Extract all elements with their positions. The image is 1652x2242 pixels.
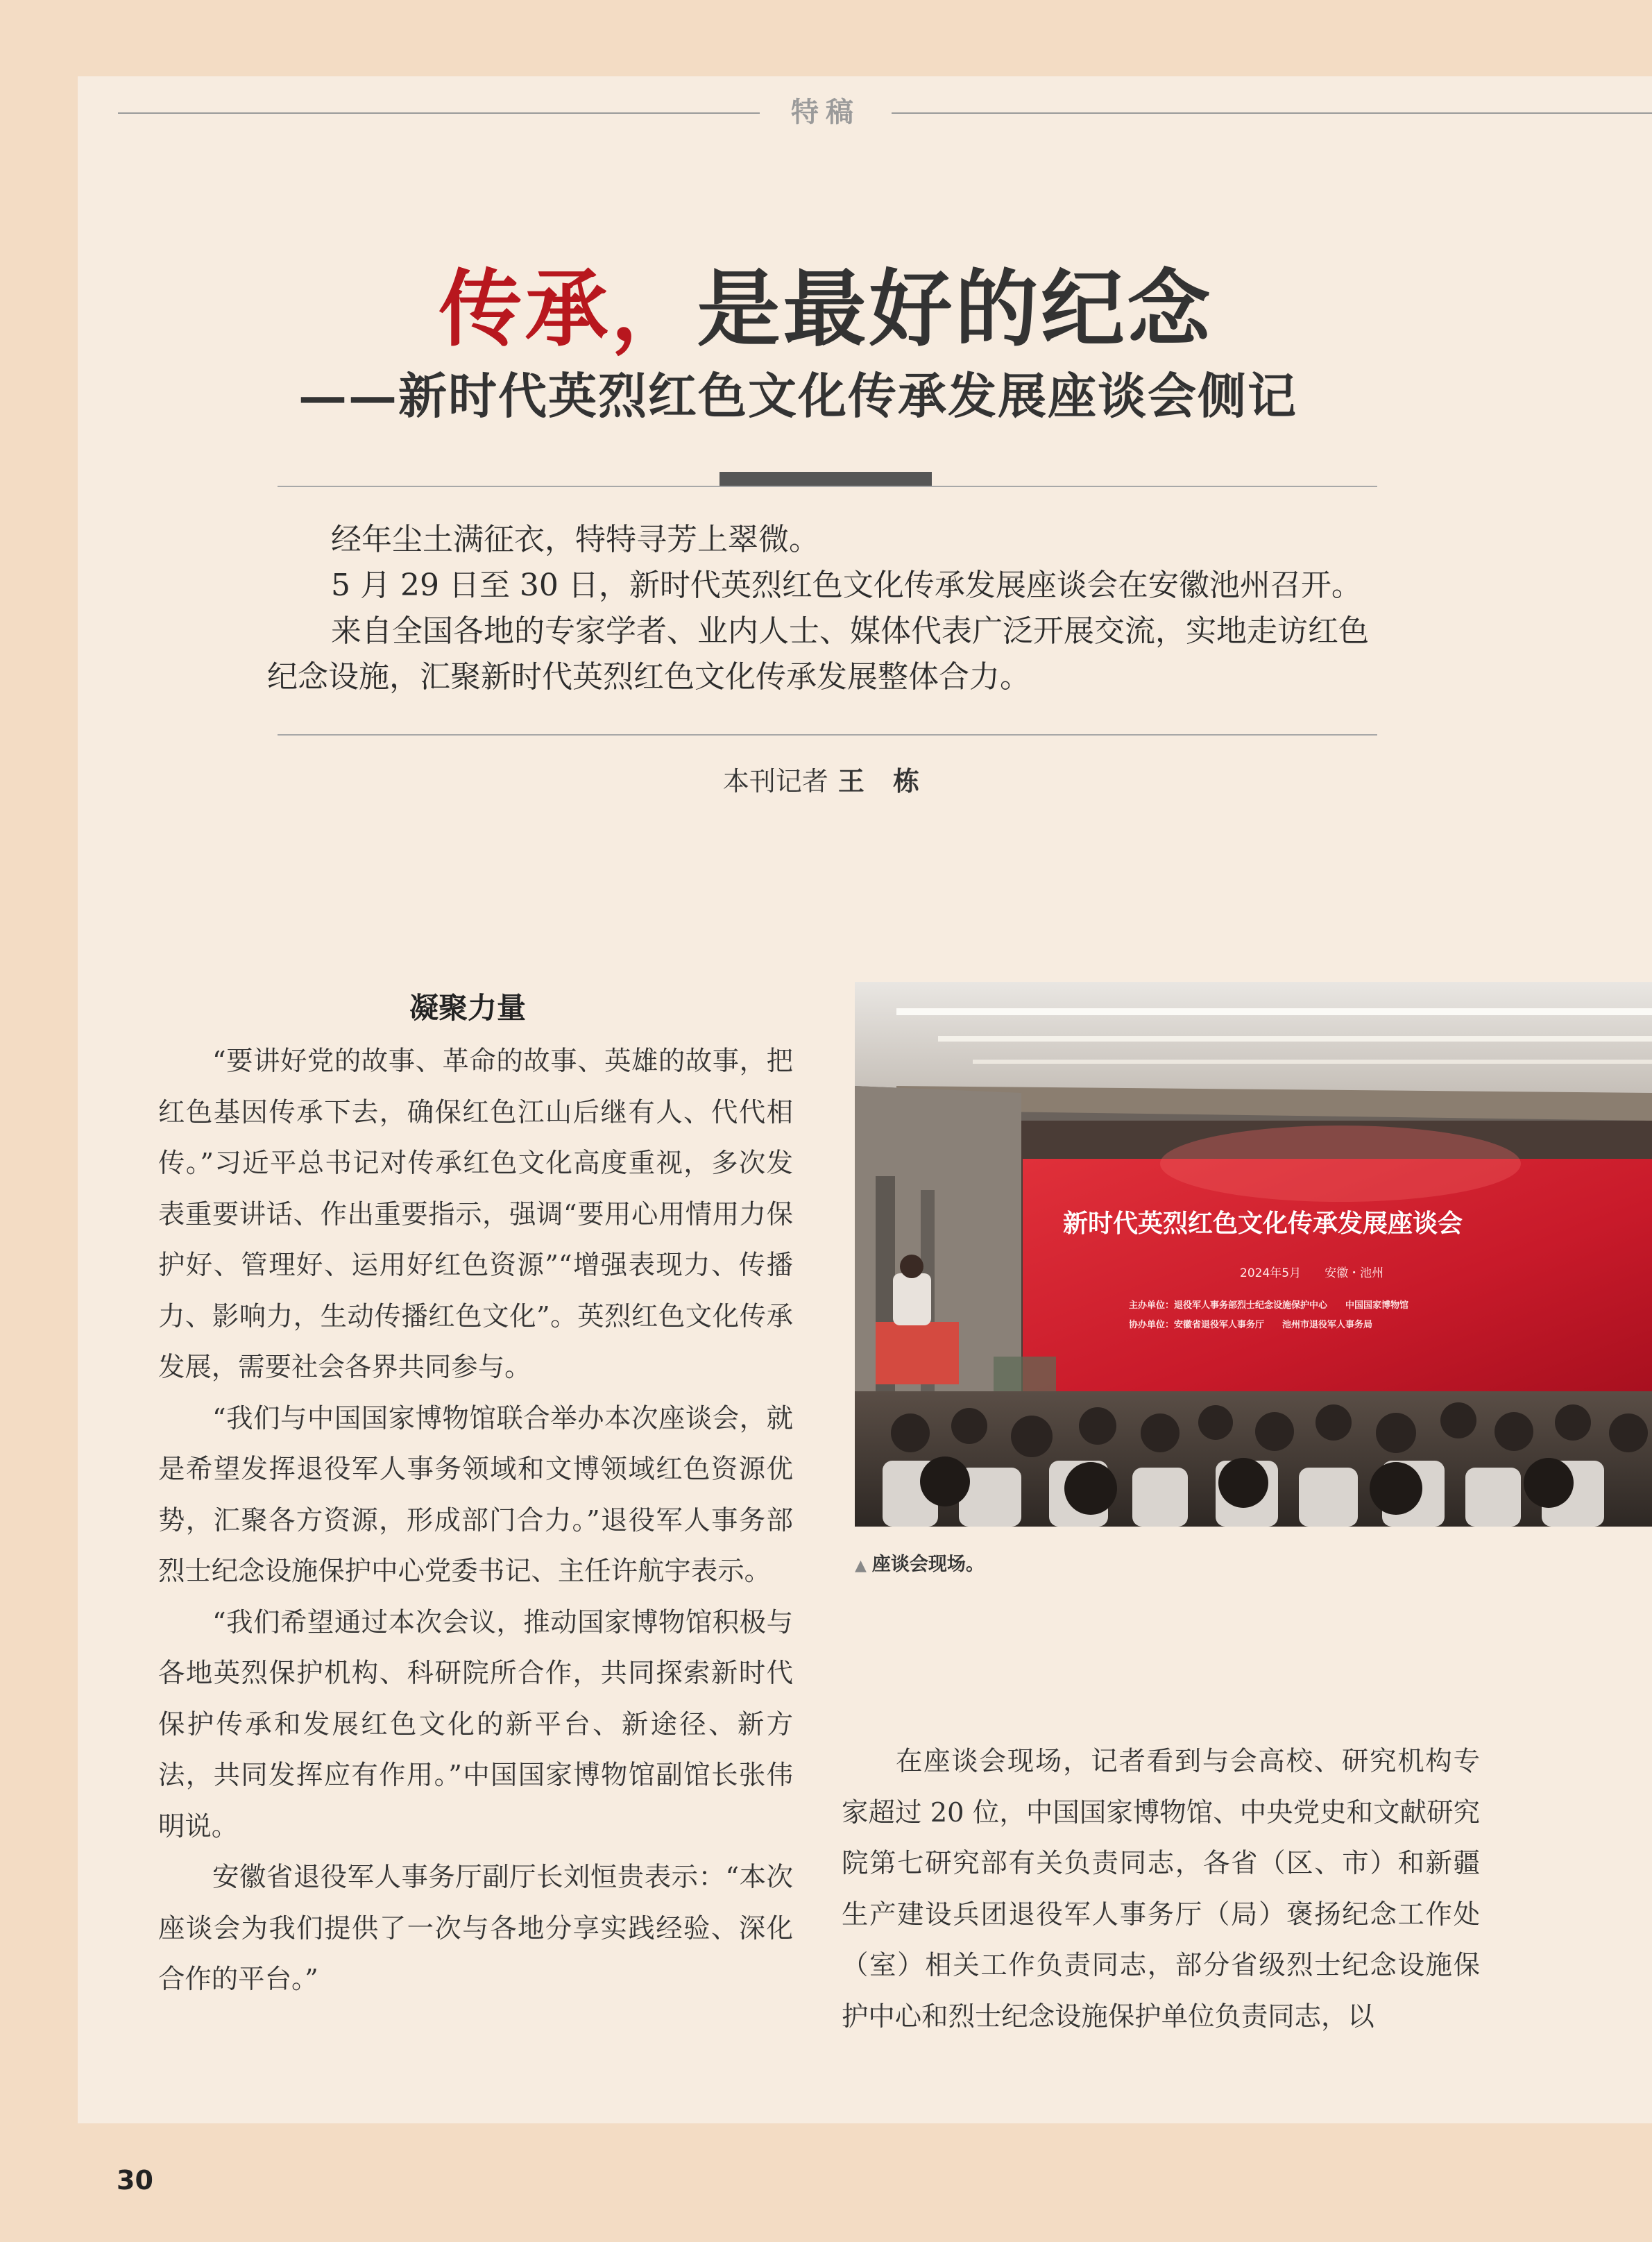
lede-accent-bar bbox=[719, 472, 932, 486]
screen-title: 新时代英烈红色文化传承发展座谈会 bbox=[1063, 1209, 1463, 1238]
caption-triangle-icon: ▲ bbox=[855, 1557, 867, 1574]
lede-line: 来自全国各地的专家学者、业内人士、媒体代表广泛开展交流，实地走访红色纪念设施，汇聚新时代英烈红色文化传承发展整体合力。 bbox=[267, 613, 1369, 695]
article-subtitle: ——新时代英烈红色文化传承发展座谈会侧记 bbox=[298, 367, 1297, 425]
photo-caption bbox=[855, 1549, 985, 1576]
page-number: 30 bbox=[117, 2165, 153, 2196]
screen-cohost: 协办单位：安徽省退役军人事务厅 池州市退役军人事务局 bbox=[1129, 1320, 1373, 1330]
byline bbox=[0, 760, 1652, 798]
section-rule-right bbox=[892, 112, 1652, 114]
paragraph: 安徽省退役军人事务厅副厅长刘恒贵表示：“本次座谈会为我们提供了一次与各地分享实践经验、深化合作的平台。” bbox=[158, 1862, 793, 1995]
lede bbox=[267, 517, 1391, 700]
left-column bbox=[158, 1036, 793, 2005]
lede-bottom-rule bbox=[278, 734, 1377, 736]
conference-photo-svg bbox=[855, 982, 1652, 1527]
article-title bbox=[0, 243, 1652, 362]
paragraph: 在座谈会现场，记者看到与会高校、研究机构专家超过 20 位，中国国家博物馆、中央党史和文献研究院第七研究部有关负责同志，各省（区、市）和新疆生产建设兵团退役军人事务厅（局）褒扬纪念工作处（室）相关工作负责同志，部分省级烈士纪念设施保护中心和烈士纪念设施保护单位负责同志，以 bbox=[842, 1746, 1480, 2032]
section-label: 特稿 bbox=[791, 96, 860, 128]
title-rest: 是最好的纪念 bbox=[697, 260, 1214, 358]
screen-host: 主办单位：退役军人事务部烈士纪念设施保护中心 中国国家博物馆 bbox=[1129, 1300, 1409, 1311]
byline-label: 本刊记者 bbox=[722, 766, 828, 797]
lede-line: 5 月 29 日至 30 日，新时代英烈红色文化传承发展座谈会在安徽池州召开。 bbox=[331, 568, 1362, 603]
caption-text: 座谈会现场。 bbox=[871, 1554, 985, 1575]
title-highlight: 传承， bbox=[438, 260, 697, 358]
conference-photo bbox=[855, 982, 1652, 1527]
lede-line: 经年尘土满征衣，特特寻芳上翠微。 bbox=[331, 522, 819, 557]
paragraph: “要讲好党的故事、革命的故事、英雄的故事，把红色基因传承下去，确保红色江山后继有人、代代相传。”习近平总书记对传承红色文化高度重视，多次发表重要讲话、作出重要指示，强调“要用心用情用力保护好、管理好、运用好红色资源”“增强表现力、传播力、影响力，生动传播红色文化”。英烈红色文化传承发展，需要社会各界共同参与。 bbox=[158, 1046, 793, 1383]
byline-author: 王 栋 bbox=[837, 766, 930, 797]
lede-top-rule bbox=[278, 486, 1377, 487]
right-column bbox=[842, 1736, 1480, 2042]
paragraph: “我们与中国国家博物馆联合举办本次座谈会，就是希望发挥退役军人事务领域和文博领域红色资源优势，汇聚各方资源，形成部门合力。”退役军人事务部烈士纪念设施保护中心党委书记、主任许航宇表示。 bbox=[158, 1402, 793, 1587]
paragraph: “我们希望通过本次会议，推动国家博物馆积极与各地英烈保护机构、科研院所合作，共同探索新时代保护传承和发展红色文化的新平台、新途径、新方法，共同发挥应有作用。”中国国家博物馆副馆长张伟明说。 bbox=[158, 1606, 793, 1842]
screen-date: 2024年5月 安徽・池州 bbox=[1240, 1266, 1384, 1280]
section-subhead: 凝聚力量 bbox=[409, 991, 527, 1025]
section-rule-left bbox=[118, 112, 760, 114]
